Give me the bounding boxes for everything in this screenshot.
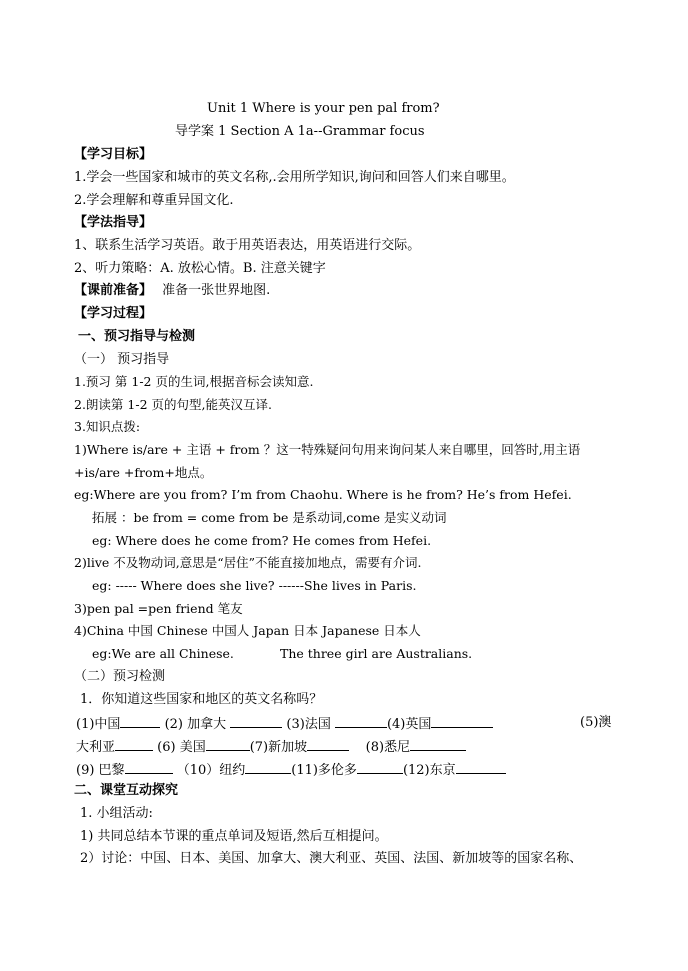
method-heading: 【学法指导】 <box>74 215 153 230</box>
goals-heading: 【学习目标】 <box>74 147 153 162</box>
fill-australia-blank[interactable] <box>115 739 153 751</box>
method-item-1: 1、联系生活学习英语。敢于用英语表达，用英语进行交际。 <box>74 238 421 253</box>
sub1-heading: （一） 预习指导 <box>74 352 170 367</box>
example-4a: eg:We are all Chinese. <box>92 646 234 661</box>
fill-france-blank[interactable] <box>335 716 387 728</box>
fill-row-3 <box>76 762 506 777</box>
fill-tokyo-blank[interactable] <box>456 762 506 774</box>
fill-toronto-label: (11)多伦多 <box>291 763 357 778</box>
fill-sydney-blank[interactable] <box>410 739 466 751</box>
fill-usa-blank[interactable] <box>206 739 250 751</box>
fill-france-label: (3)法国 <box>286 717 331 732</box>
fill-newyork-label: （10）纽约 <box>176 763 246 778</box>
knowledge-1a: 1)Where is/are + 主语 + from ？这一特殊疑问句用来询问某人来自哪里，回答时,用主语 <box>74 442 581 457</box>
part2-heading: 二、课堂互动探究 <box>74 783 179 798</box>
preview-3: 3.知识点拨: <box>74 419 141 434</box>
fill-australia-label-a: (5)澳 <box>580 715 612 730</box>
example-4b: The three girl are Australians. <box>280 646 473 661</box>
fill-toronto-blank[interactable] <box>357 762 403 774</box>
method-item-2: 2、听力策略：A. 放松心情。B. 注意关键字 <box>74 261 326 276</box>
knowledge-3: 3)pen pal =pen friend 笔友 <box>74 601 243 616</box>
fill-paris-label: (9) 巴黎 <box>76 763 125 778</box>
page-subtitle: 导学案 1 Section A 1a--Grammar focus <box>175 124 425 139</box>
preview-1: 1.预习 第 1-2 页的生词,根据音标会读知意. <box>74 374 314 389</box>
fill-uk-label: (4)英国 <box>386 717 432 732</box>
knowledge-4: 4)China 中国 Chinese 中国人 Japan 日本 Japanese 日本人 <box>74 623 421 638</box>
sub2-heading: （二）预习检测 <box>74 669 166 684</box>
fill-canada-blank[interactable] <box>230 716 282 728</box>
fill-usa-label: (6) 美国 <box>157 740 206 755</box>
example-2: eg: Where does he come from? He comes from Hefei. <box>92 533 432 548</box>
group-activity: 1. 小组活动: <box>80 806 153 821</box>
fill-singapore-label: (7)新加坡 <box>249 740 308 755</box>
fill-australia-label-b: 大利亚 <box>76 740 116 755</box>
group-item-1: 1) 共同总结本节课的重点单词及短语,然后互相提问。 <box>80 829 388 844</box>
extension: 拓展 ：be from = come from be 是系动词,come 是实义动词 <box>92 510 447 525</box>
prep-heading: 【课前准备】 <box>74 283 153 298</box>
group-item-2: 2）讨论：中国、日本、美国、加拿大、澳大利亚、英国、法国、新加坡等的国家名称、 <box>80 851 583 866</box>
page-title: Unit 1 Where is your pen pal from? <box>207 101 440 116</box>
fill-china-label: (1)中国 <box>76 717 121 732</box>
knowledge-2: 2)live 不及物动词,意思是“居住”不能直接加地点，需要有介词. <box>74 555 422 570</box>
fill-singapore-blank[interactable] <box>307 739 349 751</box>
fill-paris-blank[interactable] <box>125 762 173 774</box>
prep-text: 准备一张世界地图. <box>162 283 271 298</box>
quiz-question: 1．你知道这些国家和地区的英文名称吗？ <box>80 692 323 707</box>
fill-row-2 <box>76 739 466 754</box>
example-3: eg: ----- Where does she live? ------She lives in Paris. <box>92 578 417 593</box>
preview-2: 2.朗读第 1-2 页的句型,能英汉互译. <box>74 397 272 412</box>
fill-newyork-blank[interactable] <box>245 762 291 774</box>
knowledge-1b: +is/are +from+地点。 <box>74 465 213 480</box>
goal-item-2: 2.学会理解和尊重异国文化. <box>74 193 234 208</box>
part1-heading: 一、预习指导与检测 <box>78 329 196 344</box>
fill-tokyo-label: (12)东京 <box>402 763 456 778</box>
fill-row-1 <box>76 716 493 731</box>
prep-line <box>74 284 270 297</box>
fill-china-blank[interactable] <box>120 716 160 728</box>
fill-uk-blank[interactable] <box>431 716 493 728</box>
process-heading: 【学习过程】 <box>74 306 153 321</box>
example-1: eg:Where are you from? I’m from Chaohu. Where is he from? He’s from Hefei. <box>74 487 572 502</box>
fill-sydney-label: (8)悉尼 <box>365 740 411 755</box>
goal-item-1: 1.学会一些国家和城市的英文名称,.会用所学知识,询问和回答人们来自哪里。 <box>74 170 515 185</box>
fill-canada-label: (2) 加拿大 <box>164 717 227 732</box>
